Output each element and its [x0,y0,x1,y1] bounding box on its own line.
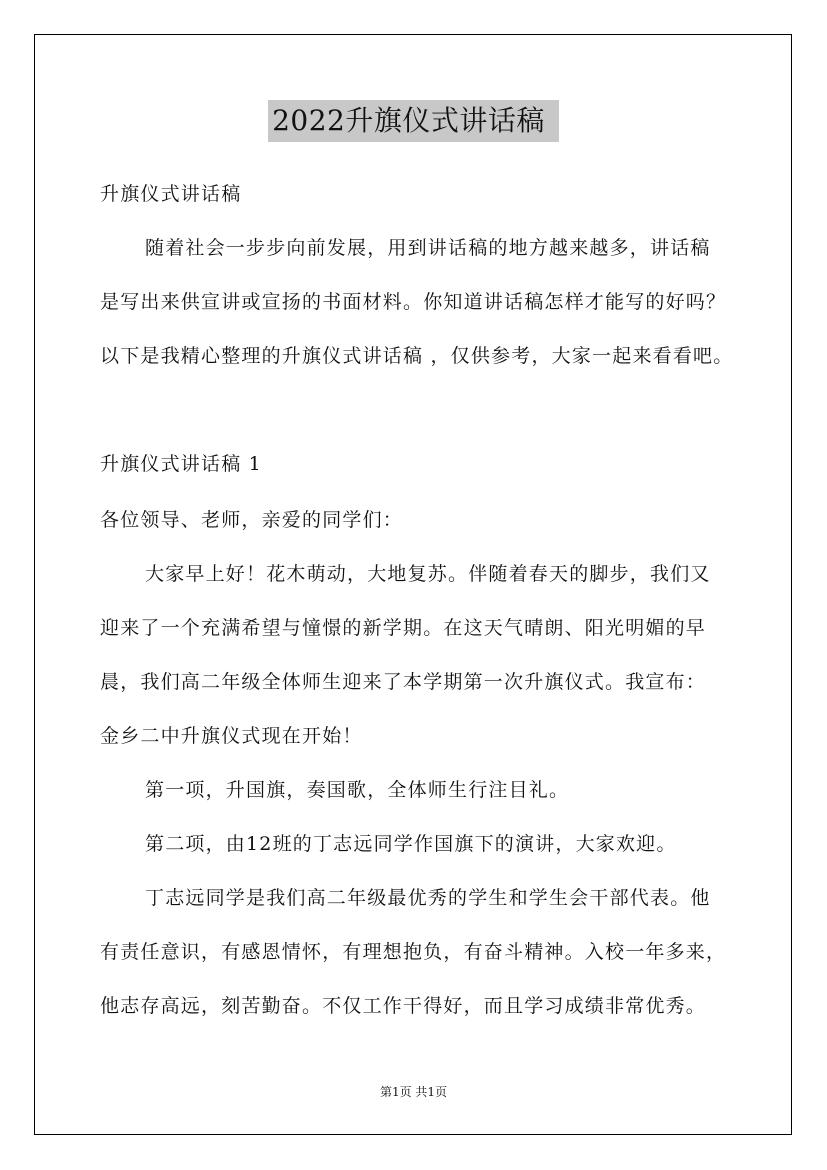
paragraph-line: 第一项，升国旗，奏国歌，全体师生行注目礼。 [145,779,570,801]
page-footer: 第1页 共1页 [379,1085,448,1099]
section-heading: 升旗仪式讲话稿 1 [100,453,262,475]
section-heading: 升旗仪式讲话稿 [100,183,242,205]
salutation: 各位领导、老师，亲爱的同学们： [100,509,404,531]
paragraph-line: 以下是我精心整理的升旗仪式讲话稿 ，仅供参考，大家一起来看看吧。 [100,345,734,367]
title-container [0,100,827,142]
paragraph-line: 晨，我们高二年级全体师生迎来了本学期第一次升旗仪式。我宣布： [100,671,707,693]
document-title: 2022升旗仪式讲话稿 [268,100,559,142]
paragraph-line: 第二项，由12班的丁志远同学作国旗下的演讲，大家欢迎。 [145,833,677,855]
paragraph-line: 丁志远同学是我们高二年级最优秀的学生和学生会干部代表。他 [145,887,711,909]
paragraph-line: 大家早上好！花木萌动，大地复苏。伴随着春天的脚步，我们又 [145,563,711,585]
paragraph-line: 迎来了一个充满希望与憧憬的新学期。在这天气晴朗、阳光明媚的早 [100,617,707,639]
paragraph-line: 有责任意识，有感恩情怀，有理想抱负，有奋斗精神。入校一年多来， [100,941,727,963]
paragraph-line: 随着社会一步步向前发展，用到讲话稿的地方越来越多，讲话稿 [145,237,711,259]
paragraph-line: 金乡二中升旗仪式现在开始！ [100,725,363,747]
paragraph-line: 他志存高远，刻苦勤奋。不仅工作干得好，而且学习成绩非常优秀。 [100,995,707,1017]
paragraph-line: 是写出来供宣讲或宣扬的书面材料。你知道讲话稿怎样才能写的好吗？ [100,291,727,313]
